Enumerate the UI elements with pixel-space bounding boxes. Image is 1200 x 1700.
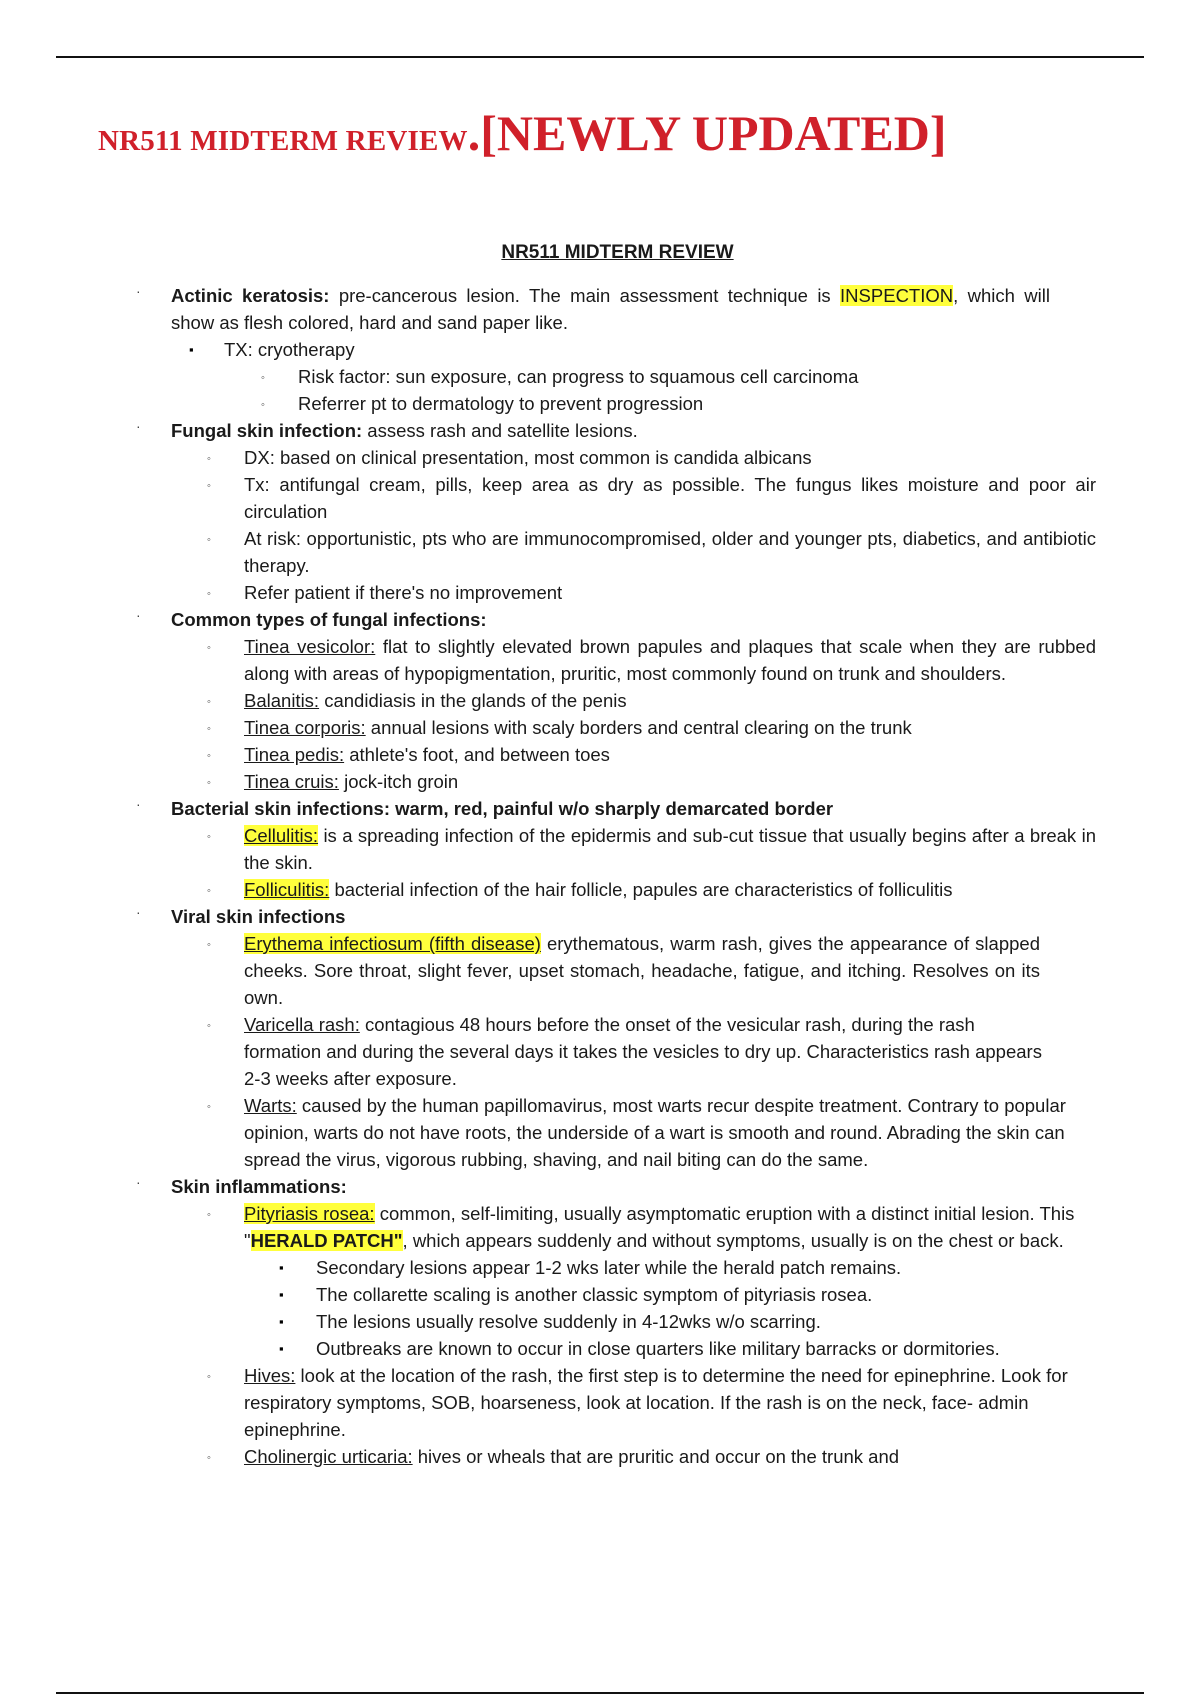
title-small: NR511 MIDTERM REVIEW <box>98 125 468 157</box>
circle-bullet-icon: ◦ <box>261 372 265 384</box>
circle-bullet-icon: ◦ <box>207 939 211 951</box>
list-item: ▪ Secondary lesions appear 1-2 wks later while the herald patch remains. <box>0 1254 1200 1281</box>
bullet-icon: · <box>136 418 141 434</box>
circle-bullet-icon: ◦ <box>207 1209 211 1221</box>
list-item: ◦ Pityriasis rosea: common, self-limiting, usually asymptomatic eruption with a distinct initial lesion. This "HERALD PATCH", which appears suddenly and without symptoms, usually is on the chest or back. <box>207 1203 1075 1251</box>
list-item: ◦ Cholinergic urticaria: hives or wheals that are pruritic and occur on the trunk and <box>0 1443 1200 1470</box>
circle-bullet-icon: ◦ <box>207 777 211 789</box>
list-item: ▪ The lesions usually resolve suddenly in 4-12wks w/o scarring. <box>0 1308 1200 1335</box>
circle-bullet-icon: ◦ <box>207 750 211 762</box>
document-body <box>0 282 1200 1470</box>
list-item: ◦ Tinea cruis: jock-itch groin <box>0 768 1200 795</box>
list-item: ▪ Outbreaks are known to occur in close quarters like military barracks or dormitories. <box>0 1335 1200 1362</box>
square-bullet-icon: ▪ <box>189 342 194 357</box>
list-item: ◦ Erythema infectiosum (fifth disease) erythematous, warm rash, gives the appearance of slapped cheeks. Sore throat, slight fever, upset stomach, headache, fatigue, and itching. Resolves on its own. <box>207 933 1040 1008</box>
list-item: ◦ Balanitis: candidiasis in the glands of the penis <box>0 687 1200 714</box>
list-item: · Fungal skin infection: assess rash and satellite lesions. <box>0 417 1200 444</box>
list-item: ◦ Hives: look at the location of the rash, the first step is to determine the need for epinephrine. Look for respiratory symptoms, SOB, hoarseness, look at location. If the rash is on the neck, face- admin epinephrine. <box>207 1365 1068 1440</box>
bullet-icon: · <box>136 283 141 299</box>
circle-bullet-icon: ◦ <box>207 1020 211 1032</box>
list-item: · Common types of fungal infections: <box>0 606 1200 633</box>
list-item: ◦ Tinea corporis: annual lesions with scaly borders and central clearing on the trunk <box>0 714 1200 741</box>
document-title <box>98 104 947 162</box>
list-item: ◦ Tinea vesicolor: flat to slightly elevated brown papules and plaques that scale when they are rubbed along with areas of hypopigmentation, pruritic, most commonly found on trunk and shoulders. <box>207 636 1096 684</box>
list-item: ▪ TX: cryotherapy <box>0 336 1200 363</box>
list-item: · Bacterial skin infections: warm, red, painful w/o sharply demarcated border <box>0 795 1200 822</box>
square-bullet-icon: ▪ <box>279 1314 284 1329</box>
circle-bullet-icon: ◦ <box>207 1452 211 1464</box>
bullet-icon: · <box>136 607 141 623</box>
square-bullet-icon: ▪ <box>279 1287 284 1302</box>
circle-bullet-icon: ◦ <box>207 723 211 735</box>
circle-bullet-icon: ◦ <box>207 1101 211 1113</box>
circle-bullet-icon: ◦ <box>207 480 211 492</box>
list-item: ◦ Folliculitis: bacterial infection of the hair follicle, papules are characteristics of folliculitis <box>0 876 1200 903</box>
list-item: ◦ At risk: opportunistic, pts who are immunocompromised, older and younger pts, diabetics, and antibiotic therapy. <box>207 528 1096 576</box>
circle-bullet-icon: ◦ <box>207 1371 211 1383</box>
section-heading: NR511 MIDTERM REVIEW <box>501 242 734 263</box>
bullet-icon: · <box>136 796 141 812</box>
list-item: · Viral skin infections <box>0 903 1200 930</box>
circle-bullet-icon: ◦ <box>207 534 211 546</box>
circle-bullet-icon: ◦ <box>207 696 211 708</box>
list-item: ◦ Risk factor: sun exposure, can progress to squamous cell carcinoma <box>0 363 1200 390</box>
list-item: · Skin inflammations: <box>0 1173 1200 1200</box>
list-item: ◦ Tinea pedis: athlete's foot, and between toes <box>0 741 1200 768</box>
list-item: ▪ The collarette scaling is another classic symptom of pityriasis rosea. <box>0 1281 1200 1308</box>
list-item: ◦ Warts: caused by the human papillomavirus, most warts recur despite treatment. Contrary to popular opinion, warts do not have roots, the underside of a wart is smooth and round. Abrading the skin can spread the virus, vigorous rubbing, shaving, and nail biting can do the same. <box>207 1095 1066 1170</box>
bullet-icon: · <box>136 904 141 920</box>
circle-bullet-icon: ◦ <box>207 588 211 600</box>
square-bullet-icon: ▪ <box>279 1260 284 1275</box>
list-item: ◦ DX: based on clinical presentation, most common is candida albicans <box>0 444 1200 471</box>
list-item: · Actinic keratosis: pre-cancerous lesion. The main assessment technique is INSPECTION, which will show as flesh colored, hard and sand paper like. <box>0 282 1200 336</box>
circle-bullet-icon: ◦ <box>207 642 211 654</box>
list-item: ◦ Varicella rash: contagious 48 hours before the onset of the vesicular rash, during the rash formation and during the several days it takes the vesicles to dry up. Characteristics rash appears 2-3 weeks after exposure. <box>207 1014 1042 1089</box>
top-rule <box>56 56 1144 58</box>
title-big: .[NEWLY UPDATED] <box>467 105 947 161</box>
circle-bullet-icon: ◦ <box>261 399 265 411</box>
list-item: ◦ Referrer pt to dermatology to prevent progression <box>0 390 1200 417</box>
square-bullet-icon: ▪ <box>279 1341 284 1356</box>
bullet-icon: · <box>136 1174 141 1190</box>
list-item: ◦ Tx: antifungal cream, pills, keep area as dry as possible. The fungus likes moisture and poor air circulation <box>207 474 1096 522</box>
list-item: ◦ Refer patient if there's no improvement <box>0 579 1200 606</box>
list-item: ◦ Cellulitis: is a spreading infection of the epidermis and sub-cut tissue that usually begins after a break in the skin. <box>207 825 1096 873</box>
circle-bullet-icon: ◦ <box>207 831 211 843</box>
circle-bullet-icon: ◦ <box>207 885 211 897</box>
bottom-rule <box>56 1692 1144 1694</box>
circle-bullet-icon: ◦ <box>207 453 211 465</box>
